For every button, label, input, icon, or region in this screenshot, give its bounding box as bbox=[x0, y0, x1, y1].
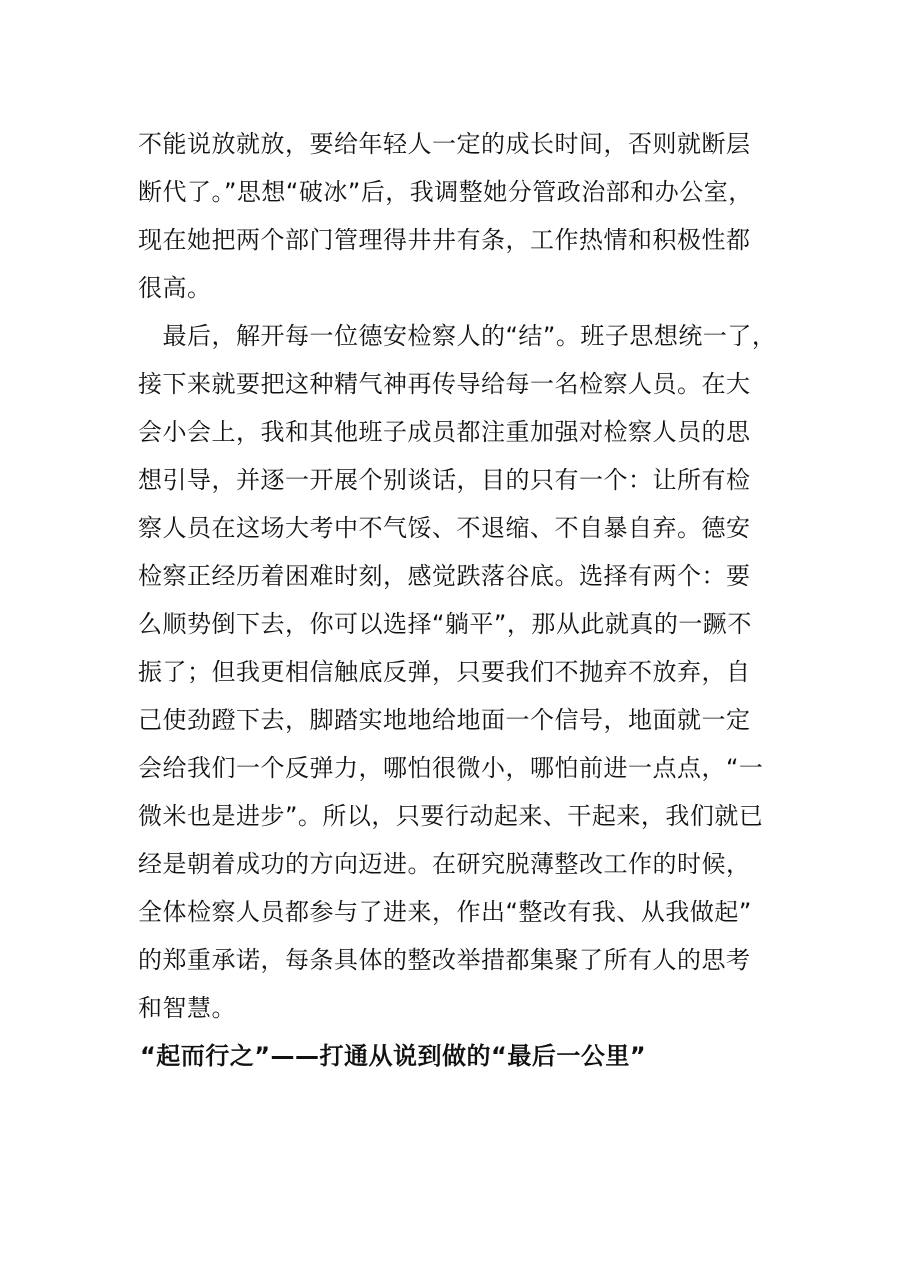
body-text-line: 最后，解开每一位德安检察人的“结”。班子思想统一了， bbox=[138, 322, 777, 350]
body-text-line: 接下来就要把这种精气神再传导给每一名检察人员。在大 bbox=[138, 370, 751, 398]
body-text-line: 现在她把两个部门管理得井井有条，工作热情和积极性都 bbox=[138, 226, 751, 254]
body-text-line: 经是朝着成功的方向迈进。在研究脱薄整改工作的时候， bbox=[138, 850, 751, 878]
body-text-line: 不能说放就放，要给年轻人一定的成长时间，否则就断层 bbox=[138, 130, 751, 158]
body-text-line: 会给我们一个反弹力，哪怕很微小，哪怕前进一点点，“一 bbox=[138, 754, 764, 782]
section-heading: “起而行之”——打通从说到做的“最后一公里” bbox=[140, 1042, 647, 1070]
body-text-line: 想引导，并逐一开展个别谈话，目的只有一个：让所有检 bbox=[138, 466, 751, 494]
body-text-line: 断代了。”思想“破冰”后，我调整她分管政治部和办公室， bbox=[138, 178, 753, 206]
body-text-line: 察人员在这场大考中不气馁、不退缩、不自暴自弃。德安 bbox=[138, 514, 751, 542]
body-text-line: 振了；但我更相信触底反弹，只要我们不抛弃不放弃，自 bbox=[138, 658, 751, 686]
body-text-line: 己使劲蹬下去，脚踏实地地给地面一个信号，地面就一定 bbox=[138, 706, 751, 734]
body-text-line: 的郑重承诺，每条具体的整改举措都集聚了所有人的思考 bbox=[138, 946, 751, 974]
body-text-line: 很高。 bbox=[138, 274, 212, 302]
body-text-line: 检察正经历着困难时刻，感觉跌落谷底。选择有两个：要 bbox=[138, 562, 751, 590]
body-text-line: 和智慧。 bbox=[138, 994, 236, 1022]
body-text-line: 么顺势倒下去，你可以选择“躺平”，那从此就真的一蹶不 bbox=[138, 610, 752, 638]
body-text-line: 全体检察人员都参与了进来，作出“整改有我、从我做起” bbox=[138, 898, 752, 926]
body-text-line: 会小会上，我和其他班子成员都注重加强对检察人员的思 bbox=[138, 418, 751, 446]
body-text-line: 微米也是进步”。所以，只要行动起来、干起来，我们就已 bbox=[138, 802, 764, 830]
